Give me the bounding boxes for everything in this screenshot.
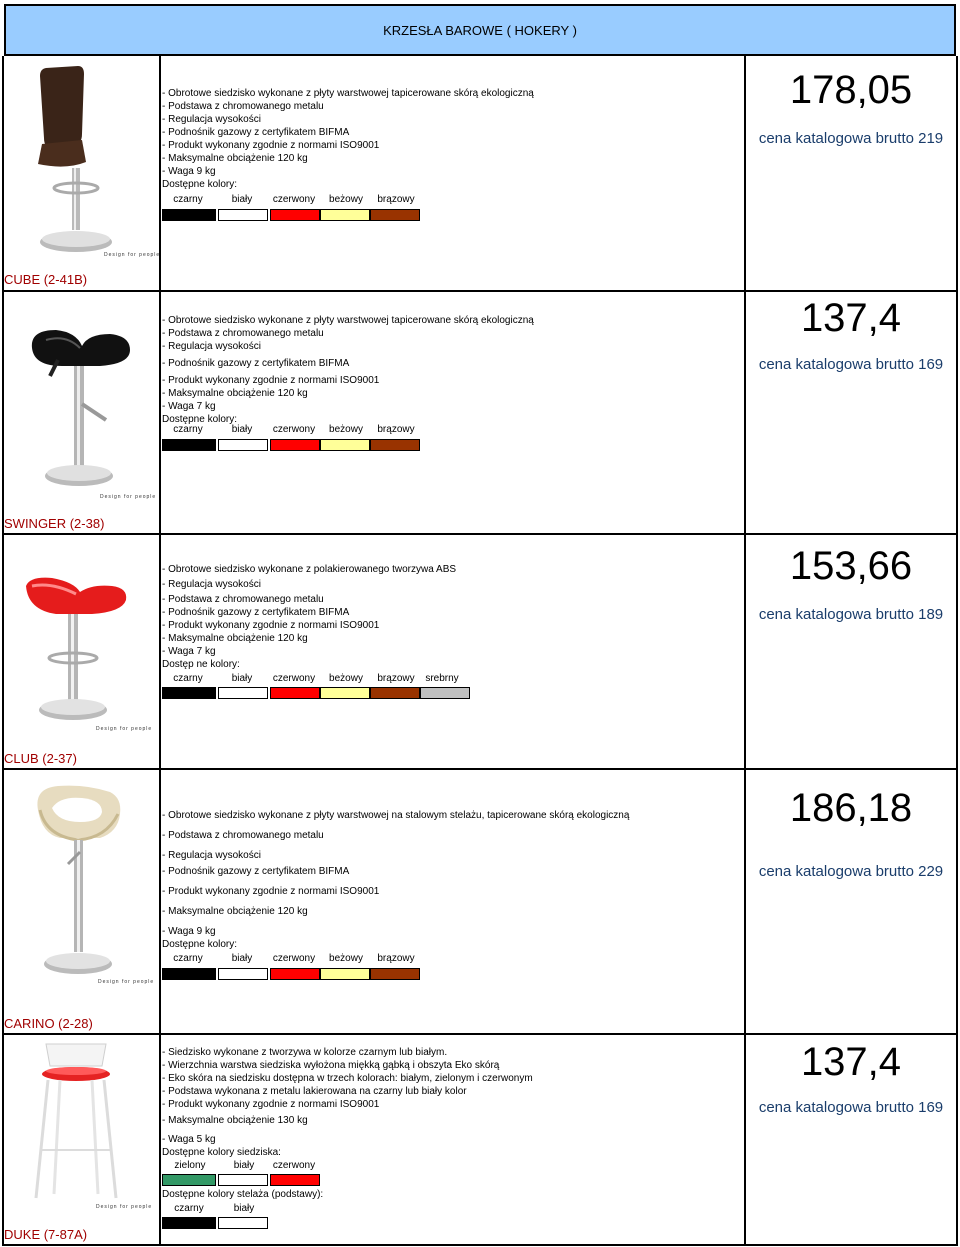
product-description: [162, 314, 534, 426]
spec-line: - Produkt wykonany zgodnie z normami ISO9001: [162, 140, 380, 151]
brand-mark: Design for people: [96, 726, 153, 732]
color-label: brązowy: [377, 953, 415, 964]
spec-line: - Obrotowe siedzisko wykonane z płyty warstwowej na stalowym stelażu, tapicerowane skórą ekologiczną: [162, 810, 630, 821]
swatch-bialy: [218, 439, 268, 451]
spec-line: - Obrotowe siedzisko wykonane z polakierowanego tworzywa ABS: [162, 564, 457, 575]
spec-line: - Podstawa wykonana z metalu lakierowana na czarny lub biały kolor: [162, 1086, 467, 1097]
color-label: czerwony: [272, 673, 316, 684]
swatch-czerwony: [270, 968, 320, 980]
row-divider-3: [2, 768, 958, 770]
spec-line: - Produkt wykonany zgodnie z normami ISO9001: [162, 620, 380, 631]
color-label: beżowy: [329, 424, 363, 435]
colors-label: Dostępne kolory:: [162, 939, 238, 950]
color-label: czerwony: [272, 1160, 316, 1171]
color-label: biały: [233, 1203, 255, 1214]
brand-mark: Design for people: [98, 979, 155, 985]
spec-line: - Podnośnik gazowy z certyfikatem BIFMA: [162, 607, 350, 618]
spec-line: - Podstawa z chromowanego metalu: [162, 594, 324, 605]
swatch-bezowy: [320, 968, 370, 980]
color-label: beżowy: [329, 673, 363, 684]
color-label: czerwony: [272, 424, 316, 435]
swatch-bialy: [218, 1217, 268, 1229]
swatch-zielony: [162, 1174, 216, 1186]
swatch-czarny: [162, 687, 216, 699]
price: 153,66: [789, 544, 913, 588]
row-divider-2: [2, 533, 958, 535]
colors-label: Dostępne kolory:: [162, 414, 238, 425]
image-column-divider: [159, 56, 161, 1246]
swatch-czerwony: [270, 1174, 320, 1186]
duke-stool-image: [28, 1040, 124, 1204]
spec-line: - Produkt wykonany zgodnie z normami ISO9001: [162, 1099, 380, 1110]
product-name: SWINGER (2-38): [4, 516, 105, 531]
swatch-brazowy: [370, 968, 420, 980]
spec-line: - Podstawa z chromowanego metalu: [162, 830, 324, 841]
spec-line: - Waga 7 kg: [162, 646, 216, 657]
row-divider-4: [2, 1033, 958, 1035]
swatch-bezowy: [320, 439, 370, 451]
spec-line: - Eko skóra na siedzisku dostępna w trzech kolorach: białym, zielonym i czerwonym: [162, 1073, 533, 1084]
spec-line: - Regulacja wysokości: [162, 579, 261, 590]
product-name: DUKE (7-87A): [4, 1227, 88, 1242]
spec-line: - Waga 9 kg: [162, 166, 216, 177]
color-label: czerwony: [272, 194, 316, 205]
swatch-czarny: [162, 439, 216, 451]
price: 178,05: [789, 68, 913, 112]
price: 137,4: [800, 1040, 902, 1084]
product-description: [162, 87, 534, 191]
catalog-price: cena katalogowa brutto 229: [758, 863, 944, 880]
color-label: beżowy: [329, 194, 363, 205]
swatch-bialy: [218, 1174, 268, 1186]
catalog-price: cena katalogowa brutto 169: [758, 356, 944, 373]
spec-line: - Maksymalne obciążenie 120 kg: [162, 388, 308, 399]
catalog-price: cena katalogowa brutto 189: [758, 606, 944, 623]
swatch-czarny: [162, 209, 216, 221]
brand-mark: Design for people: [104, 252, 161, 258]
catalog-price: cena katalogowa brutto 219: [758, 130, 944, 147]
brand-mark: Design for people: [100, 494, 157, 500]
color-label: czarny: [173, 194, 203, 205]
product-name: CUBE (2-41B): [4, 272, 88, 287]
swatch-bialy: [218, 968, 268, 980]
colors-label: Dostępne kolory siedziska:: [162, 1147, 281, 1158]
swatch-czerwony: [270, 439, 320, 451]
color-label: brązowy: [377, 194, 415, 205]
color-label: czarny: [173, 673, 203, 684]
color-label: biały: [231, 194, 253, 205]
color-label: biały: [233, 1160, 255, 1171]
color-label: czarny: [173, 424, 203, 435]
spec-line: - Obrotowe siedzisko wykonane z płyty warstwowej tapicerowane skórą ekologiczną: [162, 315, 534, 326]
product-description: [162, 563, 456, 671]
swatch-srebrny: [420, 687, 470, 699]
club-stool-image: [22, 574, 132, 726]
brand-mark: Design for people: [96, 1204, 153, 1210]
swatch-brazowy: [370, 687, 420, 699]
swatch-brazowy: [370, 439, 420, 451]
color-label: brązowy: [377, 424, 415, 435]
color-label: zielony: [174, 1160, 206, 1171]
swinger-stool-image: [26, 320, 136, 492]
spec-line: - Regulacja wysokości: [162, 850, 261, 861]
frame-colors-label: Dostępne kolory stelaża (podstawy):: [162, 1189, 324, 1200]
swatch-czarny: [162, 1217, 216, 1229]
spec-line: - Maksymalne obciążenie 120 kg: [162, 633, 308, 644]
color-label: biały: [231, 953, 253, 964]
spec-line: - Siedzisko wykonane z tworzywa w kolorze czarnym lub białym.: [162, 1047, 448, 1058]
colors-label: Dostępne kolory:: [162, 179, 238, 190]
row-divider-1: [2, 290, 958, 292]
spec-line: - Podnośnik gazowy z certyfikatem BIFMA: [162, 127, 350, 138]
carino-stool-image: [30, 780, 126, 980]
color-label: brązowy: [377, 673, 415, 684]
spec-line: - Podstawa z chromowanego metalu: [162, 328, 324, 339]
sheet-header: [4, 4, 956, 56]
swatch-czarny: [162, 968, 216, 980]
spec-line: - Podnośnik gazowy z certyfikatem BIFMA: [162, 866, 350, 877]
spec-line: - Podnośnik gazowy z certyfikatem BIFMA: [162, 358, 350, 369]
product-description: [162, 1046, 533, 1159]
swatch-bialy: [218, 209, 268, 221]
spec-line: - Wierzchnia warstwa siedziska wyłożona miękką gąbką i obszyta Eko skórą: [162, 1060, 500, 1071]
spec-line: - Regulacja wysokości: [162, 341, 261, 352]
product-name: CARINO (2-28): [4, 1016, 93, 1031]
swatch-brazowy: [370, 209, 420, 221]
color-label: biały: [231, 424, 253, 435]
spec-line: - Waga 5 kg: [162, 1134, 216, 1145]
swatch-bialy: [218, 687, 268, 699]
color-label: czarny: [173, 953, 203, 964]
price: 137,4: [800, 296, 902, 340]
spec-line: - Regulacja wysokości: [162, 114, 261, 125]
right-border: [956, 56, 958, 1246]
color-label: biały: [231, 673, 253, 684]
catalog-price: cena katalogowa brutto 169: [758, 1099, 944, 1116]
spec-line: - Maksymalne obciążenie 120 kg: [162, 153, 308, 164]
spec-line: - Produkt wykonany zgodnie z normami ISO9001: [162, 375, 380, 386]
cube-stool-image: [22, 62, 132, 258]
bottom-border: [2, 1244, 958, 1246]
color-label: czarny: [174, 1203, 204, 1214]
color-label: srebrny: [425, 673, 459, 684]
spec-line: - Maksymalne obciążenie 120 kg: [162, 906, 308, 917]
color-label: czerwony: [272, 953, 316, 964]
swatch-bezowy: [320, 209, 370, 221]
spec-line: - Podstawa z chromowanego metalu: [162, 101, 324, 112]
price: 186,18: [789, 786, 913, 830]
sheet-title: KRZESŁA BAROWE ( HOKERY ): [383, 22, 577, 38]
spec-line: - Obrotowe siedzisko wykonane z płyty warstwowej tapicerowane skórą ekologiczną: [162, 88, 534, 99]
color-label: beżowy: [329, 953, 363, 964]
swatch-bezowy: [320, 687, 370, 699]
left-border: [2, 56, 4, 1246]
product-name: CLUB (2-37): [4, 751, 77, 766]
spec-line: - Waga 9 kg: [162, 926, 216, 937]
swatch-czerwony: [270, 687, 320, 699]
spec-line: - Maksymalne obciążenie 130 kg: [162, 1115, 308, 1126]
product-description: [162, 809, 629, 951]
colors-label: Dostęp ne kolory:: [162, 659, 240, 670]
swatch-czerwony: [270, 209, 320, 221]
spec-line: - Produkt wykonany zgodnie z normami ISO9001: [162, 886, 380, 897]
spec-line: - Waga 7 kg: [162, 401, 216, 412]
